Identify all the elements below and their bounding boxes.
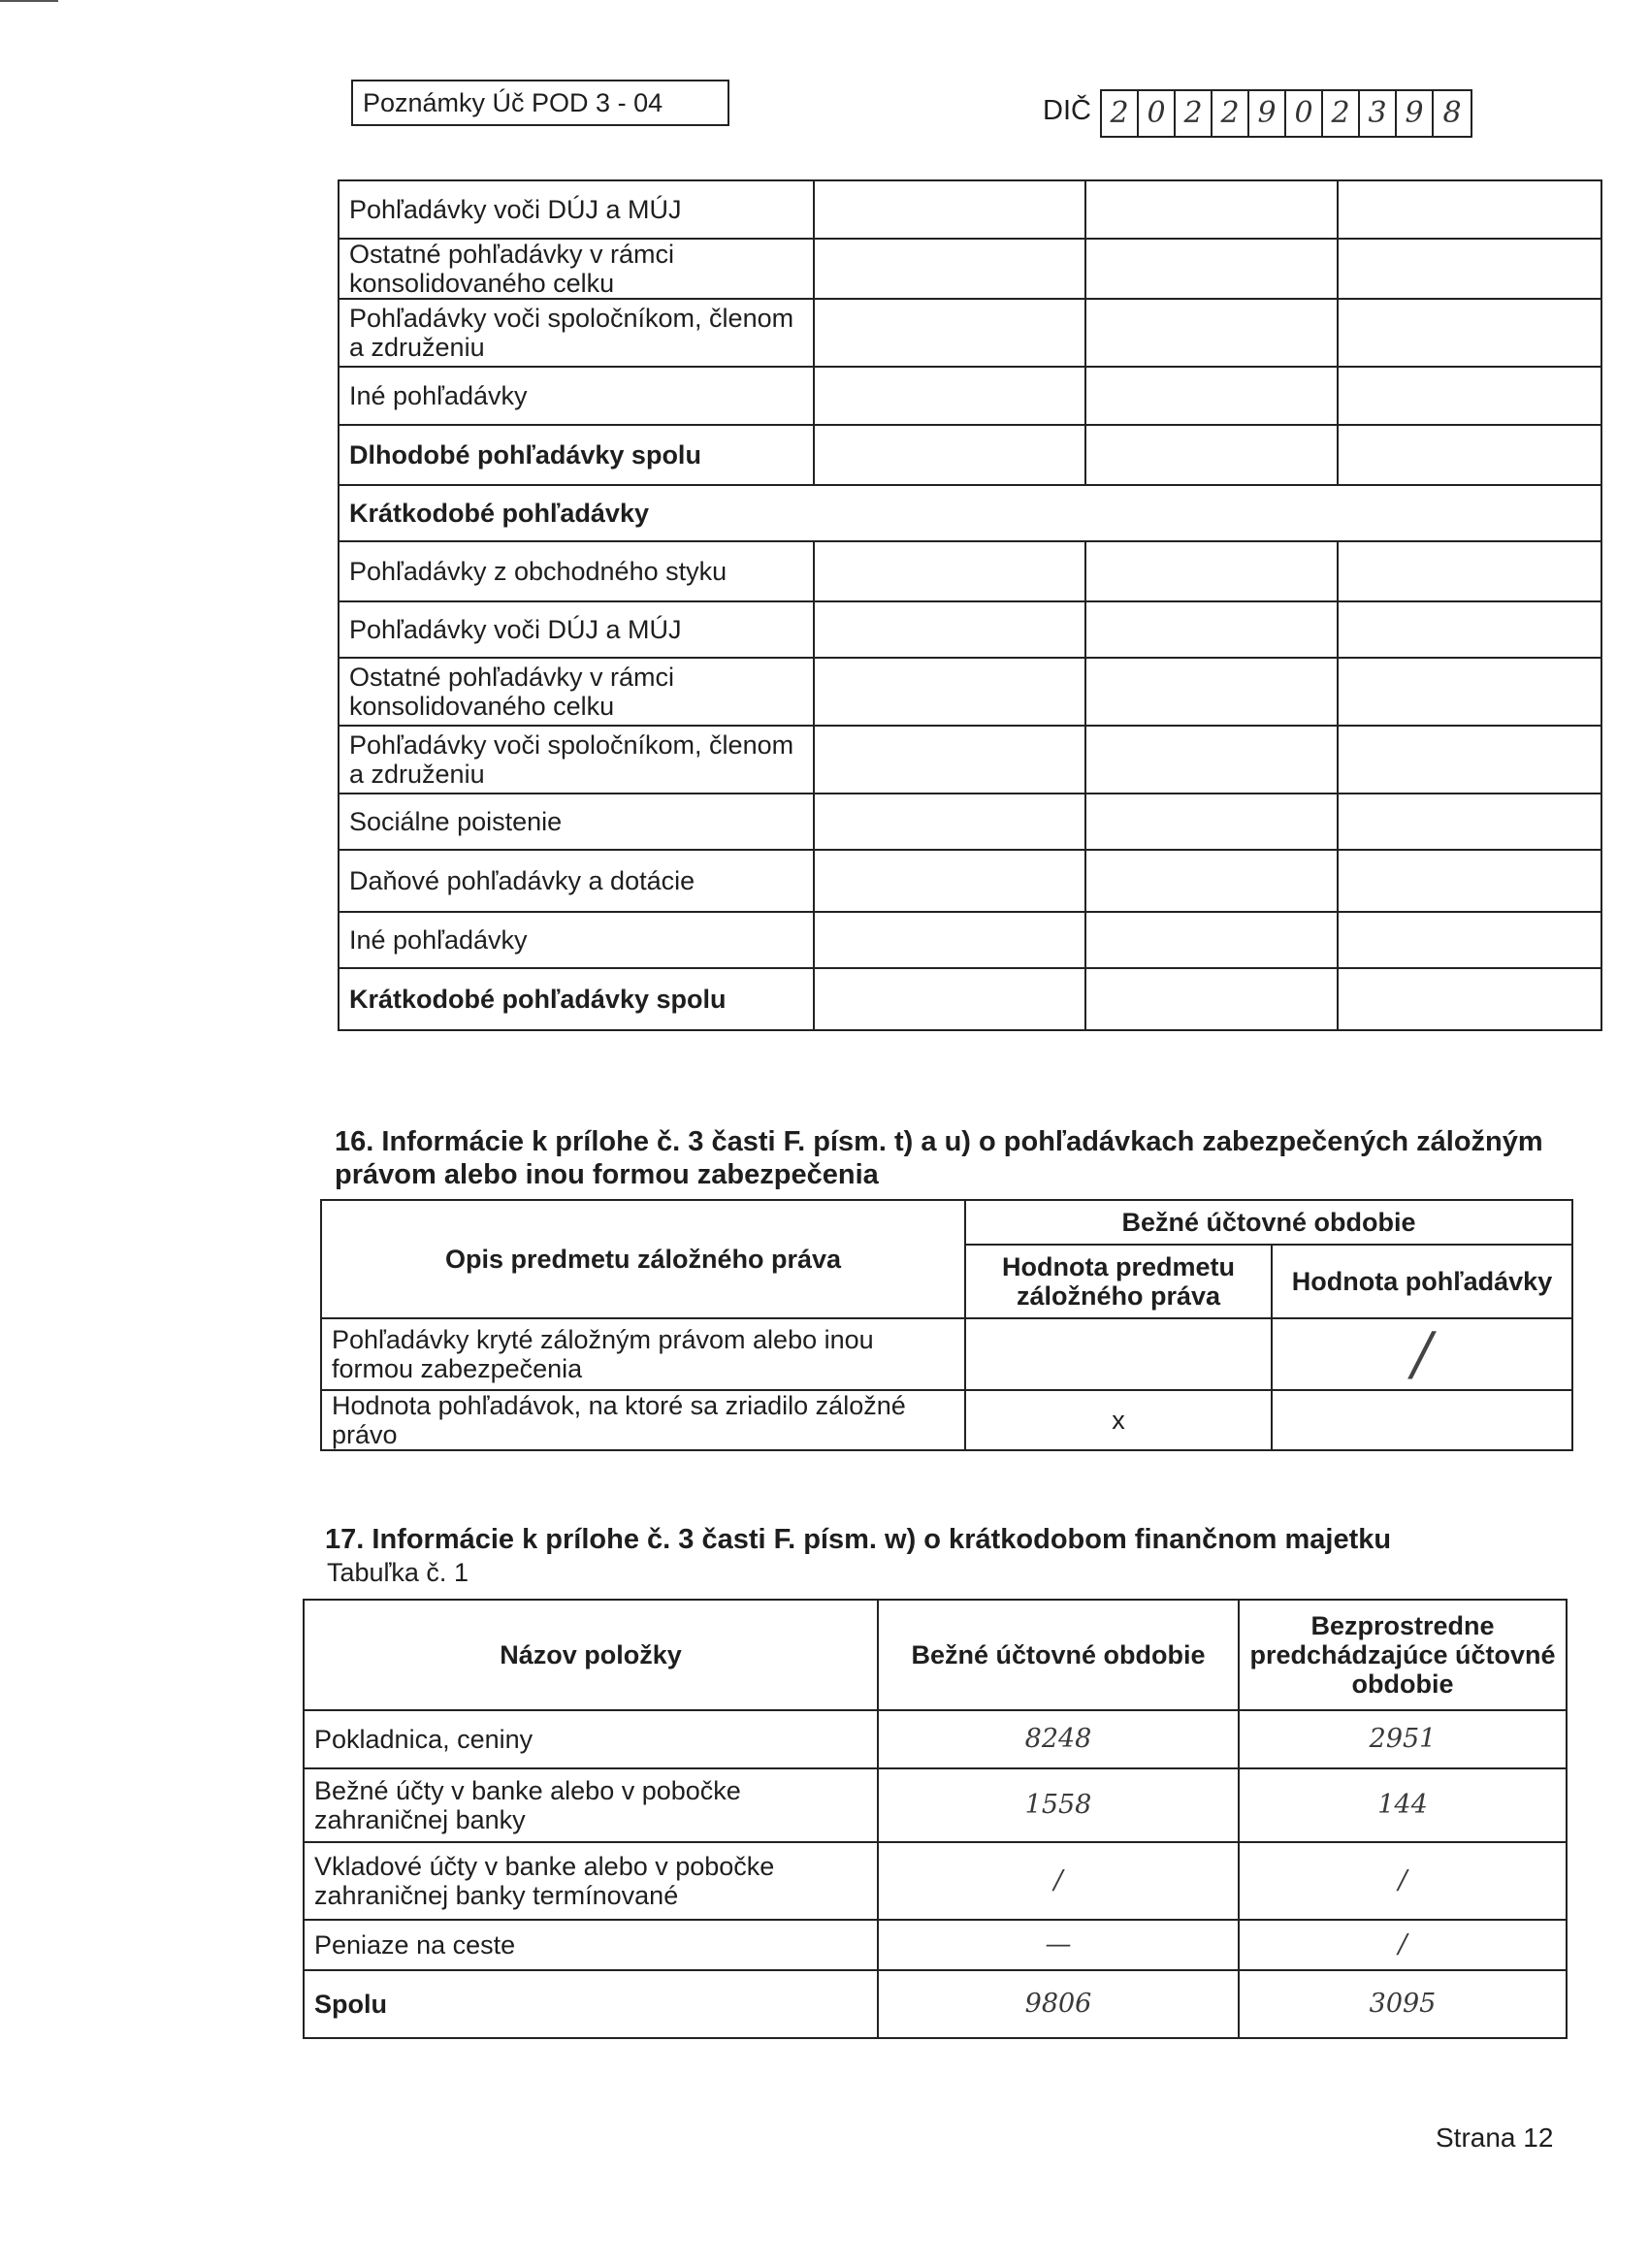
receivables-row-label: Krátkodobé pohľadávky <box>339 485 1601 541</box>
fin-row-previous: / <box>1239 1920 1567 1970</box>
dic-digit: 9 <box>1249 91 1286 136</box>
receivables-value-cell <box>1085 541 1338 601</box>
pledge-col-group: Bežné účtovné obdobie <box>965 1200 1572 1245</box>
receivables-row-label: Pohľadávky voči spoločníkom, členom a združeniu <box>339 299 814 367</box>
receivables-row <box>339 850 1601 912</box>
pledge-col-value-subject: Hodnota predmetu záložného práva <box>965 1245 1272 1318</box>
receivables-row <box>339 601 1601 658</box>
receivables-row <box>339 968 1601 1030</box>
receivables-row <box>339 658 1601 726</box>
receivables-value-cell <box>1085 367 1338 425</box>
receivables-value-cell <box>1085 601 1338 658</box>
pledge-row <box>321 1390 1572 1450</box>
financial-assets-table <box>303 1599 1568 2039</box>
receivables-value-cell <box>814 239 1085 299</box>
receivables-value-cell <box>1085 912 1338 968</box>
section-17-title: Informácie k prílohe č. 3 časti F. písm. w) o krátkodobom finančnom majetku <box>372 1524 1392 1555</box>
receivables-value-cell <box>814 180 1085 239</box>
fin-row-label: Spolu <box>304 1970 878 2038</box>
receivables-value-cell <box>1085 299 1338 367</box>
fin-row-previous: 144 <box>1239 1768 1567 1842</box>
page-number: Strana 12 <box>1436 2122 1554 2153</box>
receivables-value-cell <box>814 968 1085 1030</box>
receivables-row-label: Pohľadávky voči DÚJ a MÚJ <box>339 180 814 239</box>
receivables-value-cell <box>1338 658 1601 726</box>
fin-row-label: Bežné účty v banke alebo v pobočke zahraničnej banky <box>304 1768 878 1842</box>
receivables-value-cell <box>814 367 1085 425</box>
pledge-row <box>321 1318 1572 1390</box>
receivables-row-label: Dlhodobé pohľadávky spolu <box>339 425 814 485</box>
fin-row <box>304 1842 1567 1920</box>
fin-row <box>304 1970 1567 2038</box>
receivables-row-label: Pohľadávky voči DÚJ a MÚJ <box>339 601 814 658</box>
receivables-value-cell <box>1338 601 1601 658</box>
fin-row-previous: / <box>1239 1842 1567 1920</box>
pledge-row-value-subject <box>965 1318 1272 1390</box>
receivables-value-cell <box>814 601 1085 658</box>
receivables-row <box>339 794 1601 850</box>
dic-digit: 2 <box>1212 91 1249 136</box>
receivables-value-cell <box>1338 425 1601 485</box>
receivables-row-label: Daňové pohľadávky a dotácie <box>339 850 814 912</box>
form-label: Poznámky Úč POD 3 - 04 <box>363 88 663 117</box>
fin-row-current: 8248 <box>878 1710 1239 1768</box>
receivables-row-label: Iné pohľadávky <box>339 912 814 968</box>
receivables-row <box>339 180 1601 239</box>
fin-row-previous: 2951 <box>1239 1710 1567 1768</box>
receivables-value-cell <box>814 794 1085 850</box>
receivables-row-label: Sociálne poistenie <box>339 794 814 850</box>
receivables-value-cell <box>814 299 1085 367</box>
dic-digit: 0 <box>1286 91 1323 136</box>
dic-digit: 0 <box>1139 91 1176 136</box>
pledge-col-description: Opis predmetu záložného práva <box>321 1200 965 1318</box>
dic-digit: 8 <box>1442 96 1462 130</box>
receivables-value-cell <box>814 726 1085 794</box>
receivables-row <box>339 367 1601 425</box>
dic-digit: 2 <box>1176 91 1212 136</box>
receivables-row-label: Ostatné pohľadávky v rámci konsolidovaného celku <box>339 239 814 299</box>
fin-row <box>304 1710 1567 1768</box>
receivables-value-cell <box>1085 180 1338 239</box>
receivables-value-cell <box>1338 726 1601 794</box>
pledge-row-value-receivable <box>1272 1390 1572 1450</box>
receivables-value-cell <box>1085 794 1338 850</box>
pledge-col-value-receivable: Hodnota pohľadávky <box>1272 1245 1572 1318</box>
receivables-table <box>338 179 1602 1031</box>
fin-row <box>304 1920 1567 1970</box>
receivables-value-cell <box>1338 794 1601 850</box>
fin-col-current: Bežné účtovné obdobie <box>878 1600 1239 1710</box>
receivables-value-cell <box>1338 541 1601 601</box>
receivables-row <box>339 485 1601 541</box>
section-16-title: Informácie k prílohe č. 3 časti F. písm. t) a u) o pohľadávkach zabezpečených záložným právom alebo inou formou zabezpečenia <box>335 1126 1543 1190</box>
receivables-value-cell <box>1085 425 1338 485</box>
receivables-row-label: Ostatné pohľadávky v rámci konsolidovaného celku <box>339 658 814 726</box>
fin-row-label: Pokladnica, ceniny <box>304 1710 878 1768</box>
receivables-value-cell <box>1338 180 1601 239</box>
receivables-value-cell <box>1338 367 1601 425</box>
receivables-row-label: Pohľadávky voči spoločníkom, členom a združeniu <box>339 726 814 794</box>
pledge-row-value-subject: x <box>965 1390 1272 1450</box>
receivables-row <box>339 239 1601 299</box>
fin-row-current: / <box>878 1842 1239 1920</box>
receivables-value-cell <box>1085 726 1338 794</box>
scan-edge-mark <box>0 0 58 12</box>
receivables-value-cell <box>1338 239 1601 299</box>
dic-digit: 3 <box>1360 91 1397 136</box>
receivables-row <box>339 541 1601 601</box>
pledge-table <box>320 1199 1573 1451</box>
dic-digit: 2 <box>1102 91 1139 136</box>
receivables-value-cell <box>1338 299 1601 367</box>
fin-row <box>304 1768 1567 1842</box>
receivables-row-label: Pohľadávky z obchodného styku <box>339 541 814 601</box>
receivables-value-cell <box>1085 239 1338 299</box>
receivables-value-cell <box>814 425 1085 485</box>
pledge-row-label: Hodnota pohľadávok, na ktoré sa zriadilo záložné právo <box>321 1390 965 1450</box>
receivables-value-cell <box>1085 658 1338 726</box>
section-17-heading <box>325 1523 1567 1556</box>
receivables-row <box>339 425 1601 485</box>
receivables-value-cell <box>814 658 1085 726</box>
receivables-row <box>339 299 1601 367</box>
dic-digit: 2 <box>1323 91 1360 136</box>
section-17-number: 17. <box>325 1524 365 1555</box>
receivables-value-cell <box>1338 968 1601 1030</box>
section-17-subtitle: Tabuľka č. 1 <box>327 1558 469 1587</box>
dic-digit-boxes <box>1100 89 1472 138</box>
receivables-value-cell <box>1338 850 1601 912</box>
pledge-row-label: Pohľadávky kryté záložným právom alebo inou formou zabezpečenia <box>321 1318 965 1390</box>
receivables-value-cell <box>1085 968 1338 1030</box>
receivables-row-label: Iné pohľadávky <box>339 367 814 425</box>
receivables-row-label: Krátkodobé pohľadávky spolu <box>339 968 814 1030</box>
section-16-heading <box>335 1125 1576 1191</box>
receivables-row <box>339 726 1601 794</box>
receivables-value-cell <box>814 541 1085 601</box>
fin-row-label: Vkladové účty v banke alebo v pobočke zahraničnej banky termínované <box>304 1842 878 1920</box>
receivables-value-cell <box>1085 850 1338 912</box>
receivables-value-cell <box>814 912 1085 968</box>
pledge-row-value-receivable: / <box>1272 1318 1572 1390</box>
dic-label: DIČ <box>1043 95 1091 126</box>
fin-col-previous: Bezprostredne predchádzajúce účtovné obdobie <box>1239 1600 1567 1710</box>
receivables-row <box>339 912 1601 968</box>
fin-col-name: Názov položky <box>304 1600 878 1710</box>
receivables-value-cell <box>814 850 1085 912</box>
fin-row-current: — <box>878 1920 1239 1970</box>
fin-row-current: 9806 <box>878 1970 1239 2038</box>
form-label-box <box>351 80 729 126</box>
fin-row-previous: 3095 <box>1239 1970 1567 2038</box>
section-16-number: 16. <box>335 1126 374 1157</box>
fin-row-current: 1558 <box>878 1768 1239 1842</box>
fin-row-label: Peniaze na ceste <box>304 1920 878 1970</box>
receivables-value-cell <box>1338 912 1601 968</box>
dic-digit: 9 <box>1397 91 1434 136</box>
